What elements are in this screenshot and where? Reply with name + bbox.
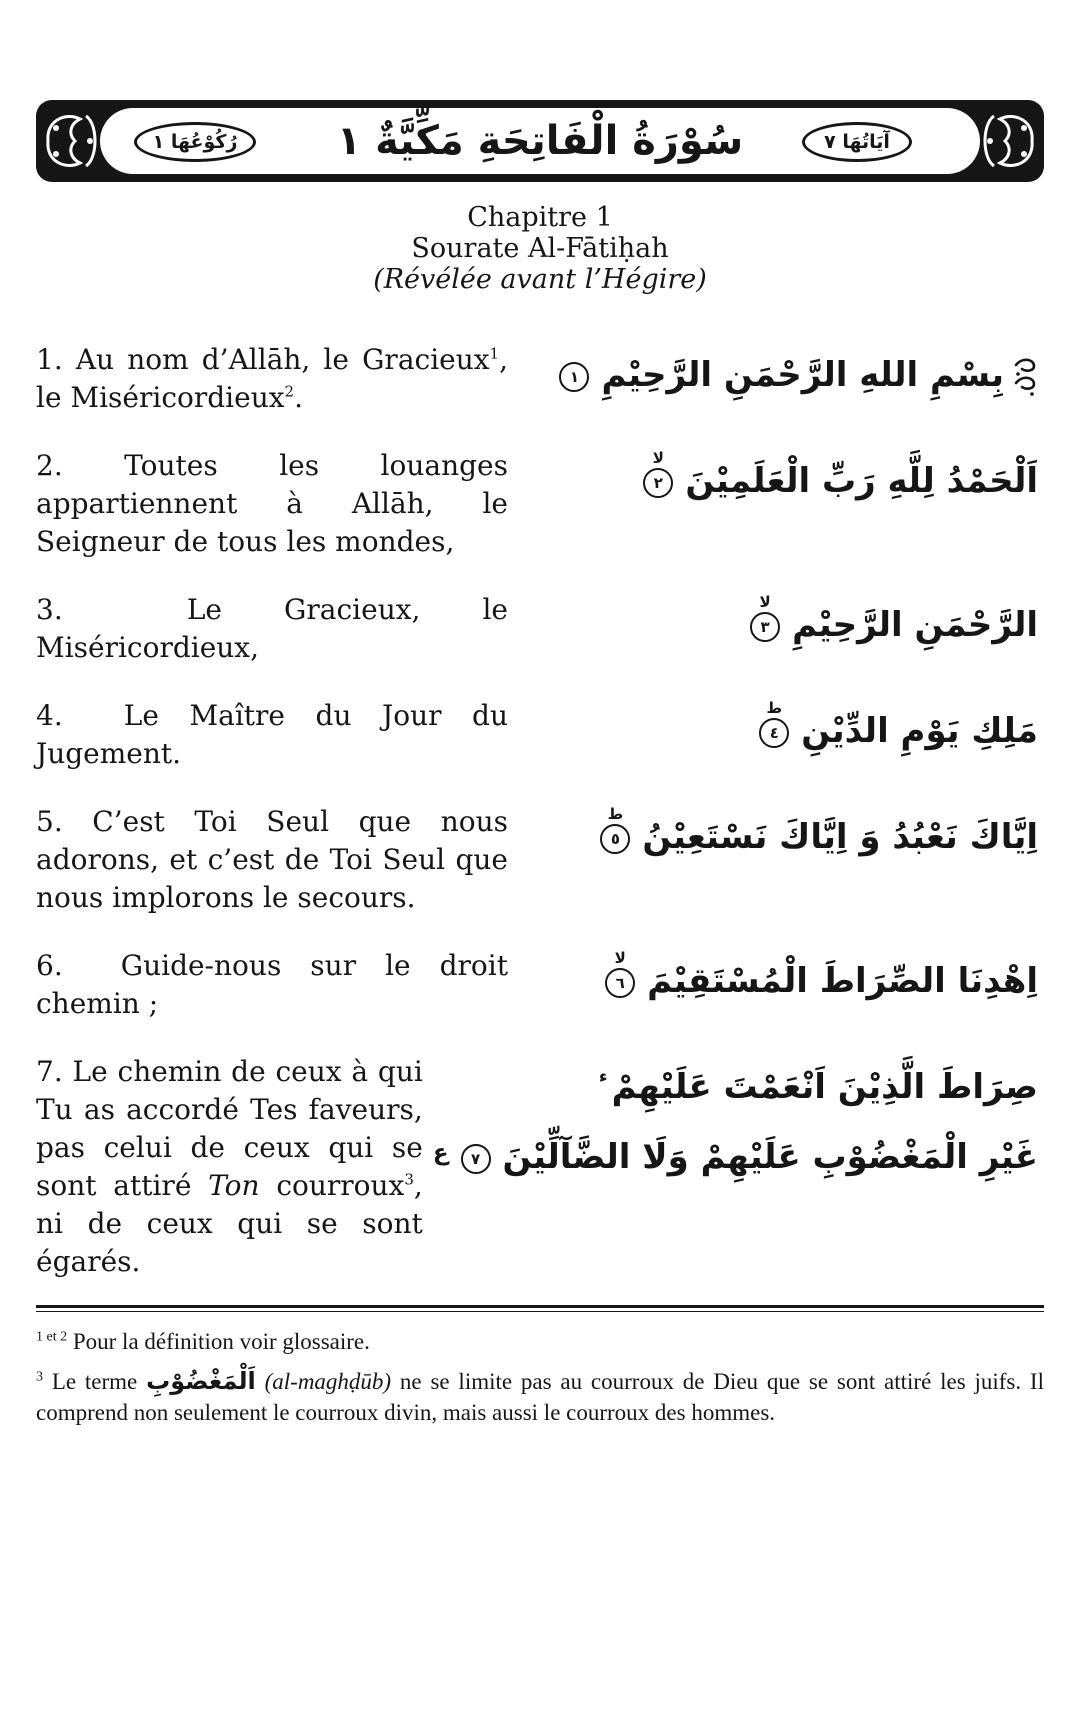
- verse-french-text: 2. Toutes les louanges appartiennent à Allāh, le Seigneur de tous les mondes,: [36, 449, 508, 558]
- italic-text: (al-maghḍūb): [255, 1369, 392, 1394]
- verse-row: [36, 447, 1044, 561]
- pause-mark: لا: [759, 592, 771, 611]
- pause-mark: لا: [652, 448, 664, 467]
- footnotes: [36, 1326, 1044, 1428]
- ruku-marker: ع: [432, 1140, 449, 1166]
- pause-mark: ط: [607, 804, 624, 823]
- ayah-number-badge: [759, 698, 789, 748]
- verse-arabic: [508, 591, 1044, 657]
- arabic-text: صِرَاطَ الَّذِيْنَ اَنْعَمْتَ عَلَيْهِمْ: [611, 1067, 1038, 1107]
- ayah-number: ٢: [643, 468, 673, 498]
- verse-french-text: 6. Guide-nous sur le droit chemin ;: [36, 949, 508, 1020]
- footnote: $^{1 et 2}$ Pour la définition voir glossaire.: [36, 1329, 370, 1354]
- verse-arabic: [508, 803, 1044, 869]
- arabic-text: مَلِكِ يَوْمِ الدِّيْنِ: [801, 711, 1038, 751]
- verse-french-text: 7. Le chemin de ceux à qui Tu as accordé Tes faveurs, pas celui de ceux qui se sont attiré Ton courroux$^3$, ni de ceux qui se sont égarés.: [36, 1055, 423, 1278]
- surah-header-band: [36, 100, 1044, 182]
- ayah-number: ٧: [461, 1144, 491, 1174]
- verse-row: [36, 697, 1044, 773]
- ayah-number: ٥: [600, 824, 630, 854]
- pause-mark: لا: [614, 948, 626, 967]
- ayah-number: ٦: [605, 968, 635, 998]
- arabic-text: اِيَّاكَ نَعْبُدُ وَ اِيَّاكَ نَسْتَعِيْنُ: [642, 817, 1038, 857]
- arabic-line: [423, 1055, 1038, 1125]
- ayah-number: ١: [559, 362, 589, 392]
- ayah-number-badge: [750, 592, 780, 642]
- chapter-name: Sourate Al-Fātiḥah: [411, 233, 669, 264]
- verse-arabic: [508, 447, 1044, 513]
- verse-row: [36, 1053, 1044, 1281]
- chapter-heading: [0, 202, 1080, 295]
- verse-row: [36, 803, 1044, 917]
- surah-title-calligraphy: سُوْرَةُ الْفَاتِحَةِ مَكِّيَّةٌ ١: [336, 118, 744, 164]
- footnote-divider-thin-line: [36, 1311, 1044, 1312]
- arabic-line: [508, 699, 1038, 763]
- verse-french-text: 3. Le Gracieux, le Miséricordieux,: [36, 593, 508, 664]
- pause-mark: ء: [598, 1067, 608, 1087]
- arabic-line: [508, 343, 1038, 407]
- verse-french-text: 5. C’est Toi Seul que nous adorons, et c’est de Toi Seul que nous implorons le secours.: [36, 805, 508, 914]
- footnote-marker: 3: [36, 1369, 43, 1385]
- chapter-revelation-note: (Révélée avant l’Hégire): [373, 264, 707, 295]
- quran-page: [0, 100, 1080, 1720]
- ayah-number: ٤: [759, 718, 789, 748]
- footnote-reference: 1: [489, 344, 500, 363]
- footnote-divider: [36, 1305, 1044, 1312]
- ruku-count-badge: رُكُوْعُهَا ١: [134, 122, 256, 162]
- verse-arabic: [508, 697, 1044, 763]
- ayah-number-badge: [559, 362, 589, 392]
- arabic-text: الرَّحْمَنِ الرَّحِيْمِ: [792, 605, 1038, 645]
- footnote-divider-thick-line: [36, 1305, 1044, 1308]
- ayah-number-badge: [605, 948, 635, 998]
- arabic-line: [508, 805, 1038, 869]
- pause-mark: ط: [766, 698, 783, 717]
- arabic-term: اَلْمَغْضُوْبِ: [146, 1367, 256, 1395]
- arabic-text: اَلْحَمْدُ لِلَّهِ رَبِّ الْعَلَمِيْنَ: [685, 461, 1038, 501]
- verse-row: [36, 947, 1044, 1023]
- ayah-number: ٣: [750, 612, 780, 642]
- arabic-line: [508, 449, 1038, 513]
- arabic-line: [423, 1125, 1038, 1193]
- ayah-number-badge: [600, 804, 630, 854]
- verse-french-text: 1. Au nom d’Allāh, le Gracieux$^1$, le Miséricordieux$^2$.: [36, 343, 508, 414]
- chapter-number: Chapitre 1: [467, 202, 613, 233]
- footnote: $^3$ Le terme اَلْمَغْضُوْبِ (al-maghḍūb) ne se limite pas au courroux de Dieu que se sont attiré les juifs. Il comprend non seulement le courroux divin, mais aussi le courroux des hommes.: [36, 1367, 1044, 1425]
- ayah-number-badge: [643, 448, 673, 498]
- verse-row: [36, 591, 1044, 667]
- verse-arabic: [508, 341, 1044, 407]
- verse-french-text: 4. Le Maître du Jour du Jugement.: [36, 699, 508, 770]
- verse-arabic: [423, 1053, 1044, 1193]
- verses: [36, 341, 1044, 1281]
- verse-arabic: [508, 947, 1044, 1013]
- verse-row: [36, 341, 1044, 417]
- bismillah-ornament-icon: [1012, 353, 1038, 397]
- arabic-text: بِسْمِ اللهِ الرَّحْمَنِ الرَّحِيْمِ: [601, 355, 1004, 395]
- arabic-text: اِهْدِنَا الصِّرَاطَ الْمُسْتَقِيْمَ: [647, 961, 1038, 1001]
- footnote-reference: 3: [404, 1170, 414, 1189]
- footnote-reference: 2: [284, 382, 295, 401]
- footnote-marker: 1 et 2: [36, 1329, 68, 1345]
- arabic-text: غَيْرِ الْمَغْضُوْبِ عَلَيْهِمْ وَلَا الضَّآلِّيْنَ: [502, 1137, 1038, 1177]
- italic-text: Ton: [208, 1169, 260, 1202]
- arabic-line: [508, 593, 1038, 657]
- verse-count-badge: آيَاتُهَا ٧: [802, 122, 912, 162]
- arabic-line: [508, 949, 1038, 1013]
- ayah-number-badge: [461, 1144, 491, 1174]
